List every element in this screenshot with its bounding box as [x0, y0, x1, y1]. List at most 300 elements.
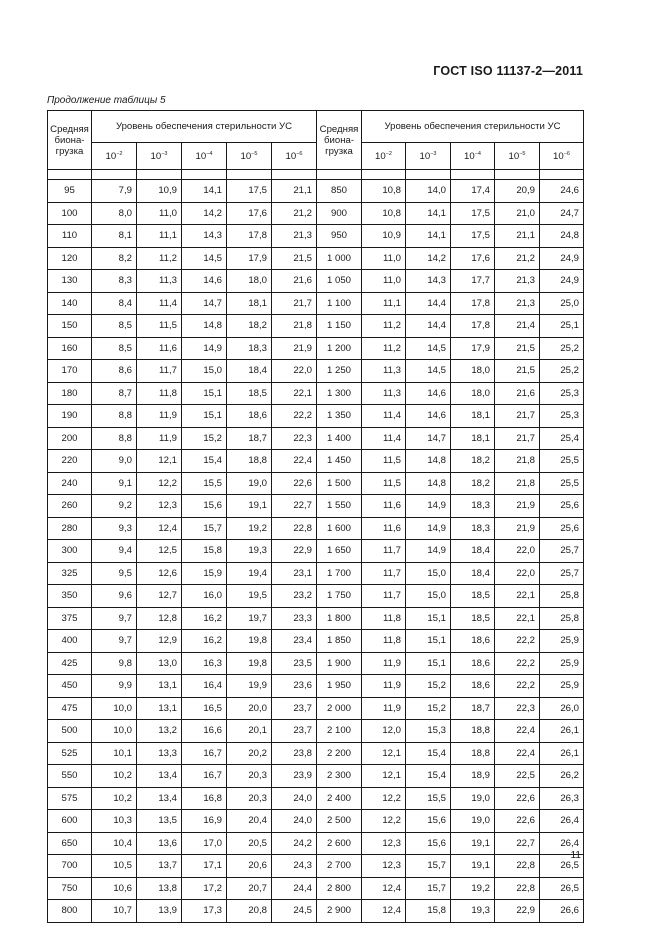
dose-cell: 23,4	[272, 630, 317, 653]
dose-cell: 25,2	[540, 360, 584, 383]
dose-cell: 12,0	[362, 720, 406, 743]
mean-bioburden-cell: 525	[48, 742, 92, 765]
mean-bioburden-cell: 425	[48, 652, 92, 675]
dose-cell: 10,9	[362, 225, 406, 248]
dose-cell: 8,7	[92, 382, 137, 405]
dose-cell: 23,9	[272, 765, 317, 788]
mean-bioburden-cell: 950	[317, 225, 362, 248]
mean-bioburden-cell: 1 550	[317, 495, 362, 518]
dose-cell: 17,8	[227, 225, 272, 248]
mean-bioburden-cell: 325	[48, 562, 92, 585]
dose-cell: 19,1	[451, 832, 495, 855]
dose-cell: 14,1	[406, 225, 451, 248]
dose-cell: 23,1	[272, 562, 317, 585]
exponent-base: 10	[195, 150, 207, 162]
mean-bioburden-cell: 850	[317, 180, 362, 203]
dose-cell: 11,9	[137, 405, 182, 428]
dose-cell: 15,0	[406, 562, 451, 585]
dose-cell: 22,4	[495, 742, 540, 765]
exponent-base: 10	[240, 150, 252, 162]
dose-cell: 8,5	[92, 315, 137, 338]
table-row	[48, 697, 584, 720]
dose-cell: 20,4	[227, 810, 272, 833]
dose-cell: 26,4	[540, 810, 584, 833]
dose-cell: 23,2	[272, 585, 317, 608]
dose-cell: 17,6	[227, 202, 272, 225]
dose-cell: 13,5	[137, 810, 182, 833]
dose-cell: 18,1	[451, 427, 495, 450]
mass-header-line: Средняя	[50, 123, 89, 135]
dose-cell: 18,6	[451, 652, 495, 675]
dose-cell: 17,8	[451, 315, 495, 338]
mean-bioburden-cell: 2 800	[317, 877, 362, 900]
mean-bioburden-cell: 2 400	[317, 787, 362, 810]
dose-cell: 22,6	[495, 787, 540, 810]
sterility-table	[47, 110, 584, 923]
dose-cell: 10,7	[92, 900, 137, 923]
dose-cell: 11,7	[137, 360, 182, 383]
dose-cell: 24,9	[540, 247, 584, 270]
dose-cell: 24,2	[272, 832, 317, 855]
dose-cell: 25,9	[540, 630, 584, 653]
mean-bioburden-cell: 475	[48, 697, 92, 720]
dose-cell: 21,3	[272, 225, 317, 248]
dose-cell: 17,9	[227, 247, 272, 270]
dose-cell: 19,0	[451, 810, 495, 833]
dose-cell: 11,4	[137, 292, 182, 315]
dose-cell: 15,2	[182, 427, 227, 450]
mean-bioburden-cell: 1 750	[317, 585, 362, 608]
dose-cell: 25,1	[540, 315, 584, 338]
mean-bioburden-cell: 190	[48, 405, 92, 428]
table-row	[48, 562, 584, 585]
dose-cell: 21,7	[495, 427, 540, 450]
dose-cell: 18,7	[451, 697, 495, 720]
dose-cell: 14,3	[182, 225, 227, 248]
dose-cell: 16,3	[182, 652, 227, 675]
mean-bioburden-cell: 180	[48, 382, 92, 405]
table-row	[48, 877, 584, 900]
dose-cell: 19,3	[451, 900, 495, 923]
dose-cell: 13,9	[137, 900, 182, 923]
dose-cell: 15,8	[182, 540, 227, 563]
spacer-cell	[137, 170, 182, 180]
dose-cell: 14,6	[182, 270, 227, 293]
page-number: 11	[570, 850, 581, 861]
dose-cell: 16,6	[182, 720, 227, 743]
dose-cell: 14,2	[182, 202, 227, 225]
dose-cell: 20,9	[495, 180, 540, 203]
dose-cell: 25,6	[540, 517, 584, 540]
sal-exponent-header	[137, 143, 182, 170]
mean-bioburden-cell: 1 200	[317, 337, 362, 360]
dose-cell: 14,9	[406, 495, 451, 518]
dose-cell: 25,7	[540, 562, 584, 585]
dose-cell: 15,1	[406, 652, 451, 675]
dose-cell: 23,7	[272, 720, 317, 743]
sal-exponent-header	[182, 143, 227, 170]
dose-cell: 16,7	[182, 765, 227, 788]
dose-cell: 20,2	[227, 742, 272, 765]
sal-exponent-header	[540, 143, 584, 170]
dose-cell: 9,3	[92, 517, 137, 540]
dose-cell: 21,1	[495, 225, 540, 248]
dose-cell: 8,8	[92, 427, 137, 450]
dose-cell: 20,5	[227, 832, 272, 855]
dose-cell: 11,4	[362, 405, 406, 428]
dose-cell: 10,9	[137, 180, 182, 203]
dose-cell: 24,7	[540, 202, 584, 225]
dose-cell: 11,5	[137, 315, 182, 338]
table-row	[48, 292, 584, 315]
dose-cell: 21,9	[495, 517, 540, 540]
exponent-base: 10	[150, 150, 162, 162]
table-row	[48, 720, 584, 743]
dose-cell: 12,6	[137, 562, 182, 585]
dose-cell: 19,3	[227, 540, 272, 563]
dose-cell: 12,8	[137, 607, 182, 630]
dose-cell: 12,3	[137, 495, 182, 518]
exponent-power: −5	[519, 150, 526, 157]
dose-cell: 15,0	[406, 585, 451, 608]
mean-bioburden-cell: 1 050	[317, 270, 362, 293]
dose-cell: 22,6	[272, 472, 317, 495]
dose-cell: 10,8	[362, 180, 406, 203]
mean-bioburden-cell: 130	[48, 270, 92, 293]
dose-cell: 15,6	[406, 832, 451, 855]
table-body	[48, 180, 584, 923]
dose-cell: 15,4	[406, 765, 451, 788]
dose-cell: 12,4	[362, 900, 406, 923]
mean-bioburden-cell: 220	[48, 450, 92, 473]
dose-cell: 23,6	[272, 675, 317, 698]
mean-bioburden-cell: 2 100	[317, 720, 362, 743]
dose-cell: 20,3	[227, 787, 272, 810]
dose-cell: 26,1	[540, 742, 584, 765]
dose-cell: 24,5	[272, 900, 317, 923]
dose-cell: 22,4	[272, 450, 317, 473]
dose-cell: 24,9	[540, 270, 584, 293]
mean-bioburden-cell: 2 200	[317, 742, 362, 765]
mean-bioburden-cell: 200	[48, 427, 92, 450]
dose-cell: 11,6	[137, 337, 182, 360]
table-row	[48, 742, 584, 765]
dose-cell: 20,3	[227, 765, 272, 788]
document-header: ГОСТ ISO 11137-2—2011	[433, 64, 583, 78]
dose-cell: 20,6	[227, 855, 272, 878]
mean-bioburden-cell: 1 100	[317, 292, 362, 315]
mean-bioburden-cell: 2 300	[317, 765, 362, 788]
table-row	[48, 180, 584, 203]
table-row	[48, 855, 584, 878]
dose-cell: 22,9	[272, 540, 317, 563]
spacer-cell	[495, 170, 540, 180]
dose-cell: 18,0	[451, 360, 495, 383]
dose-cell: 10,2	[92, 765, 137, 788]
table-caption: Продолжение таблицы 5	[47, 95, 166, 106]
table-row	[48, 337, 584, 360]
table-row	[48, 202, 584, 225]
dose-cell: 15,5	[182, 472, 227, 495]
dose-cell: 16,7	[182, 742, 227, 765]
dose-cell: 12,3	[362, 855, 406, 878]
dose-cell: 21,8	[495, 450, 540, 473]
dose-cell: 10,0	[92, 720, 137, 743]
dose-cell: 21,1	[272, 180, 317, 203]
dose-cell: 18,1	[451, 405, 495, 428]
dose-cell: 14,9	[182, 337, 227, 360]
dose-cell: 22,7	[272, 495, 317, 518]
dose-cell: 12,9	[137, 630, 182, 653]
mass-header-line: грузка	[325, 145, 353, 157]
dose-cell: 10,4	[92, 832, 137, 855]
dose-cell: 18,1	[227, 292, 272, 315]
dose-cell: 15,4	[406, 742, 451, 765]
dose-cell: 14,2	[406, 247, 451, 270]
dose-cell: 25,9	[540, 652, 584, 675]
dose-cell: 11,3	[362, 360, 406, 383]
mean-bioburden-header-right	[317, 111, 362, 170]
dose-cell: 15,7	[406, 877, 451, 900]
dose-cell: 13,8	[137, 877, 182, 900]
table-row	[48, 585, 584, 608]
dose-cell: 10,1	[92, 742, 137, 765]
mean-bioburden-cell: 700	[48, 855, 92, 878]
dose-cell: 8,5	[92, 337, 137, 360]
exponent-base: 10	[419, 150, 431, 162]
dose-cell: 18,6	[227, 405, 272, 428]
dose-cell: 22,4	[495, 720, 540, 743]
dose-cell: 19,5	[227, 585, 272, 608]
dose-cell: 11,6	[362, 517, 406, 540]
dose-cell: 13,3	[137, 742, 182, 765]
dose-cell: 19,8	[227, 652, 272, 675]
mean-bioburden-cell: 1 800	[317, 607, 362, 630]
dose-cell: 25,5	[540, 472, 584, 495]
dose-cell: 15,1	[406, 630, 451, 653]
mean-bioburden-cell: 2 600	[317, 832, 362, 855]
dose-cell: 12,1	[137, 450, 182, 473]
exponent-power: −5	[251, 150, 258, 157]
dose-cell: 18,8	[451, 720, 495, 743]
mean-bioburden-cell: 350	[48, 585, 92, 608]
dose-cell: 21,5	[495, 360, 540, 383]
exponent-power: −2	[116, 150, 123, 157]
dose-cell: 11,1	[137, 225, 182, 248]
dose-cell: 12,2	[137, 472, 182, 495]
dose-cell: 15,2	[406, 697, 451, 720]
spacer-cell	[362, 170, 406, 180]
dose-cell: 22,0	[495, 540, 540, 563]
table-row	[48, 270, 584, 293]
dose-cell: 7,9	[92, 180, 137, 203]
dose-cell: 12,1	[362, 765, 406, 788]
table-row	[48, 810, 584, 833]
spacer-cell	[182, 170, 227, 180]
dose-cell: 22,5	[495, 765, 540, 788]
dose-cell: 19,0	[451, 787, 495, 810]
exponent-power: −6	[563, 150, 570, 157]
spacer-cell	[227, 170, 272, 180]
mean-bioburden-cell: 2 500	[317, 810, 362, 833]
dose-cell: 16,9	[182, 810, 227, 833]
table-row	[48, 360, 584, 383]
mean-bioburden-cell: 400	[48, 630, 92, 653]
dose-cell: 15,0	[182, 360, 227, 383]
mean-bioburden-cell: 550	[48, 765, 92, 788]
dose-cell: 25,8	[540, 607, 584, 630]
table-row	[48, 675, 584, 698]
dose-cell: 13,7	[137, 855, 182, 878]
dose-cell: 17,5	[451, 202, 495, 225]
table-row	[48, 382, 584, 405]
dose-cell: 18,3	[451, 517, 495, 540]
dose-cell: 25,5	[540, 450, 584, 473]
mean-bioburden-cell: 300	[48, 540, 92, 563]
table-row	[48, 450, 584, 473]
exponent-power: −6	[296, 150, 303, 157]
sal-exponent-header	[406, 143, 451, 170]
dose-cell: 11,2	[137, 247, 182, 270]
mean-bioburden-cell: 1 850	[317, 630, 362, 653]
dose-cell: 9,6	[92, 585, 137, 608]
table-row	[48, 540, 584, 563]
dose-cell: 20,0	[227, 697, 272, 720]
dose-cell: 23,3	[272, 607, 317, 630]
dose-cell: 8,6	[92, 360, 137, 383]
dose-cell: 21,5	[495, 337, 540, 360]
dose-cell: 15,1	[182, 382, 227, 405]
mean-bioburden-cell: 375	[48, 607, 92, 630]
dose-cell: 19,8	[227, 630, 272, 653]
dose-cell: 18,0	[227, 270, 272, 293]
dose-cell: 18,4	[227, 360, 272, 383]
table-row	[48, 315, 584, 338]
mean-bioburden-cell: 1 600	[317, 517, 362, 540]
dose-cell: 15,2	[406, 675, 451, 698]
dose-cell: 16,4	[182, 675, 227, 698]
dose-cell: 24,0	[272, 787, 317, 810]
mean-bioburden-cell: 575	[48, 787, 92, 810]
table-row	[48, 405, 584, 428]
exponent-power: −3	[161, 150, 168, 157]
dose-cell: 26,0	[540, 697, 584, 720]
spacer-cell	[540, 170, 584, 180]
dose-cell: 15,3	[406, 720, 451, 743]
dose-cell: 11,9	[362, 697, 406, 720]
table-row	[48, 630, 584, 653]
dose-cell: 22,2	[495, 630, 540, 653]
dose-cell: 19,1	[227, 495, 272, 518]
dose-cell: 19,7	[227, 607, 272, 630]
dose-cell: 18,4	[451, 540, 495, 563]
dose-cell: 23,7	[272, 697, 317, 720]
dose-cell: 14,8	[406, 472, 451, 495]
mean-bioburden-cell: 750	[48, 877, 92, 900]
table-row	[48, 247, 584, 270]
mean-bioburden-cell: 1 000	[317, 247, 362, 270]
dose-cell: 25,7	[540, 540, 584, 563]
dose-cell: 26,1	[540, 720, 584, 743]
dose-cell: 14,7	[182, 292, 227, 315]
mean-bioburden-header-left	[48, 111, 92, 170]
sal-group-header-right: Уровень обеспечения стерильности УС	[362, 111, 584, 143]
dose-cell: 19,2	[451, 877, 495, 900]
dose-cell: 9,7	[92, 607, 137, 630]
dose-cell: 14,4	[406, 315, 451, 338]
mean-bioburden-cell: 1 650	[317, 540, 362, 563]
mean-bioburden-cell: 1 250	[317, 360, 362, 383]
dose-cell: 14,5	[406, 360, 451, 383]
mean-bioburden-cell: 160	[48, 337, 92, 360]
dose-cell: 15,1	[406, 607, 451, 630]
dose-cell: 24,4	[272, 877, 317, 900]
mean-bioburden-cell: 100	[48, 202, 92, 225]
mean-bioburden-cell: 500	[48, 720, 92, 743]
dose-cell: 25,0	[540, 292, 584, 315]
dose-cell: 11,9	[137, 427, 182, 450]
dose-cell: 19,4	[227, 562, 272, 585]
dose-cell: 10,2	[92, 787, 137, 810]
dose-cell: 14,9	[406, 540, 451, 563]
dose-cell: 19,9	[227, 675, 272, 698]
dose-cell: 15,8	[406, 900, 451, 923]
dose-cell: 13,1	[137, 675, 182, 698]
dose-cell: 11,5	[362, 450, 406, 473]
dose-cell: 19,2	[227, 517, 272, 540]
mean-bioburden-cell: 600	[48, 810, 92, 833]
table-row	[48, 652, 584, 675]
table-row	[48, 517, 584, 540]
dose-cell: 18,2	[451, 450, 495, 473]
dose-cell: 22,7	[495, 832, 540, 855]
sal-exponent-header	[92, 143, 137, 170]
dose-cell: 14,1	[182, 180, 227, 203]
dose-cell: 11,7	[362, 540, 406, 563]
dose-cell: 17,7	[451, 270, 495, 293]
mean-bioburden-cell: 280	[48, 517, 92, 540]
dose-cell: 24,8	[540, 225, 584, 248]
dose-cell: 14,6	[406, 382, 451, 405]
dose-cell: 25,3	[540, 405, 584, 428]
dose-cell: 18,6	[451, 630, 495, 653]
dose-cell: 9,5	[92, 562, 137, 585]
dose-cell: 11,0	[137, 202, 182, 225]
dose-cell: 13,6	[137, 832, 182, 855]
dose-cell: 18,7	[227, 427, 272, 450]
dose-cell: 13,4	[137, 787, 182, 810]
dose-cell: 18,5	[451, 585, 495, 608]
dose-cell: 22,3	[272, 427, 317, 450]
exponent-base: 10	[508, 150, 520, 162]
dose-cell: 25,3	[540, 382, 584, 405]
dose-cell: 21,3	[495, 270, 540, 293]
dose-cell: 14,1	[406, 202, 451, 225]
spacer-cell	[272, 170, 317, 180]
dose-cell: 25,2	[540, 337, 584, 360]
dose-cell: 8,1	[92, 225, 137, 248]
exponent-base: 10	[553, 150, 564, 162]
dose-cell: 9,1	[92, 472, 137, 495]
dose-cell: 15,1	[182, 405, 227, 428]
dose-cell: 11,2	[362, 337, 406, 360]
dose-cell: 26,5	[540, 877, 584, 900]
mean-bioburden-cell: 1 500	[317, 472, 362, 495]
dose-cell: 17,6	[451, 247, 495, 270]
dose-cell: 9,2	[92, 495, 137, 518]
exponent-base: 10	[285, 150, 297, 162]
mean-bioburden-cell: 2 700	[317, 855, 362, 878]
